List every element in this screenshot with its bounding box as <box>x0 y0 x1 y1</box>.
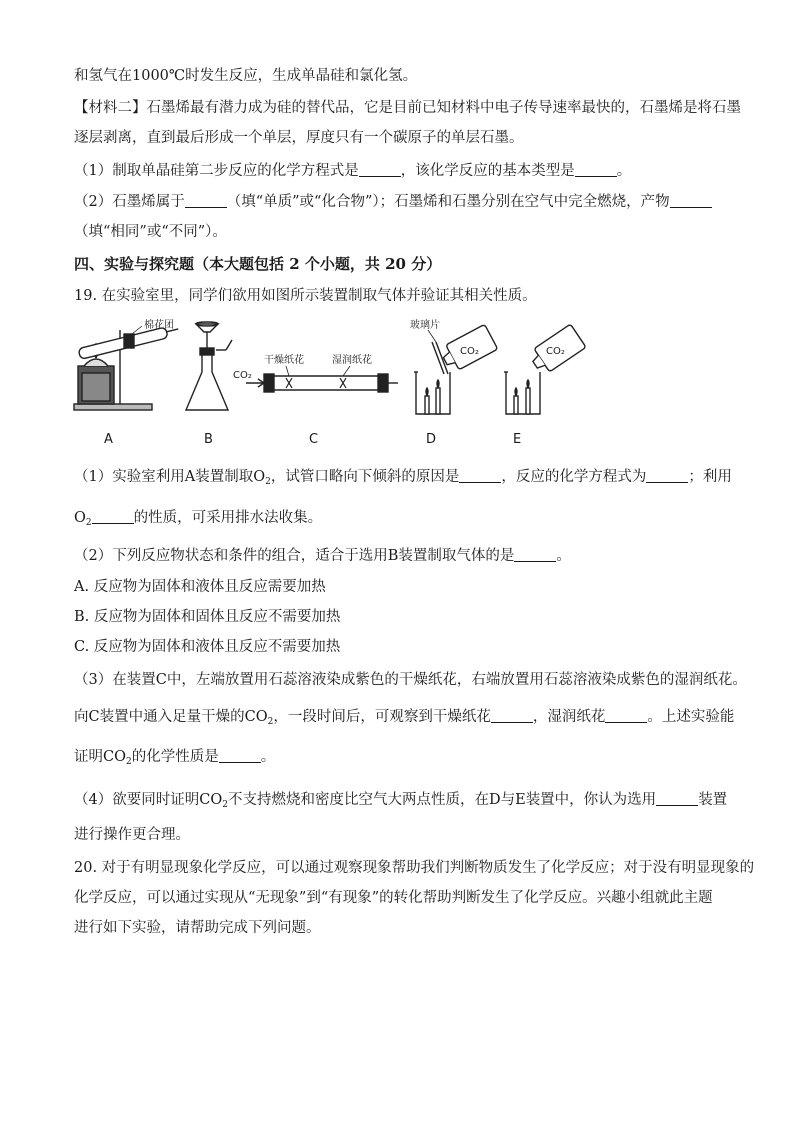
formula: CO <box>244 709 268 725</box>
subscript: 2 <box>222 800 228 810</box>
text: B <box>387 548 399 564</box>
subscript: 2 <box>265 477 271 487</box>
text: C <box>155 672 167 688</box>
text: 向 <box>74 709 89 725</box>
question-19-4-cont: 进行操作更合理。 <box>74 827 190 843</box>
material2-line2: 逐层剥离，直到最后形成一个单层，厚度只有一个碳原子的单层石墨。 <box>74 130 524 146</box>
question-20-line3: 进行如下实验，请帮助完成下列问题。 <box>74 920 321 936</box>
text: 与 <box>500 792 516 808</box>
apparatus-e <box>504 324 586 414</box>
formula: O <box>253 469 266 485</box>
cotton-label: 棉花团 <box>144 320 174 331</box>
text: 。 <box>260 749 276 765</box>
question-19-3 <box>74 670 747 690</box>
answer-blank[interactable] <box>491 708 533 723</box>
answer-blank[interactable] <box>514 547 556 562</box>
text: 。上述实验能 <box>647 709 735 725</box>
option-b: B. 反应物为固体和固体且反应不需要加热 <box>74 609 341 625</box>
material1-ending <box>74 66 733 86</box>
temperature: 1000℃ <box>132 68 186 84</box>
apparatus-b <box>186 322 232 410</box>
option-a: A. 反应物为固体和液体且反应需要加热 <box>74 579 326 595</box>
question-19-stem: 19. 在实验室里，同学们欲用如图所示装置制取气体并验证其相关性质。 <box>74 288 537 304</box>
text: E <box>515 792 526 808</box>
text: （1）制取单晶硅第二步反应的化学方程式是 <box>74 163 359 179</box>
question-18-2 <box>74 192 733 212</box>
subscript: 2 <box>267 717 274 727</box>
question-20-line2: 化学反应，可以通过实现从“无现象”到“有现象”的转化帮助判断发生了化学反应。兴趣小组就此主题 <box>74 890 713 906</box>
text: （3）在装置 <box>74 672 156 688</box>
answer-blank[interactable] <box>185 193 227 208</box>
question-19-2 <box>74 546 733 566</box>
co2-inlet-label: CO₂ <box>233 370 252 381</box>
option-c: C. 反应物为固体和液体且反应不需要加热 <box>74 639 341 655</box>
text: 时发生反应，生成单晶硅和氯化氢。 <box>185 68 418 84</box>
formula: O <box>74 510 86 526</box>
section-heading: 四、实验与探究题（本大题包括 2 个小题，共 20 分） <box>74 255 442 273</box>
question-18-2-cont: （填“相同”或“不同”）。 <box>74 224 227 240</box>
answer-blank[interactable] <box>646 468 688 483</box>
glass-plate-label: 玻璃片 <box>410 320 440 331</box>
answer-blank[interactable] <box>459 468 501 483</box>
subscript: 2 <box>85 518 92 528</box>
text: ，一段时间后，可观察到干燥纸花 <box>273 709 491 725</box>
text: 的化学性质是 <box>131 749 219 765</box>
answer-blank[interactable] <box>670 193 712 208</box>
text: D <box>488 792 501 808</box>
text: 装置制取 <box>195 469 254 485</box>
text: ，该化学反应的基本类型是 <box>400 163 575 179</box>
material2-line1: 【材料二】石墨烯最有潜力成为硅的替代品，它是目前已知材料中电子传导速率最快的，石墨烯是将石墨 <box>74 100 741 116</box>
question-19-3-cont2 <box>74 747 733 772</box>
text: A <box>184 469 196 485</box>
co2-bottle-e-label: CO₂ <box>546 346 565 357</box>
answer-blank[interactable] <box>359 162 401 177</box>
formula: CO <box>103 749 126 765</box>
text: 证明 <box>74 749 103 765</box>
answer-blank[interactable] <box>92 509 134 524</box>
text: 。 <box>556 548 571 564</box>
text: （填“单质”或“化合物”）；石墨烯和石墨分别在空气中完全燃烧，产物 <box>226 194 670 210</box>
text: ；利用 <box>688 469 732 485</box>
question-19-1 <box>74 467 733 492</box>
question-18-1 <box>74 161 733 181</box>
text: 装置 <box>698 792 728 808</box>
text: （4）欲要同时证明 <box>74 792 200 808</box>
figure-label-d: D <box>426 432 437 447</box>
text: （2）石墨烯属于 <box>74 194 185 210</box>
text: ，湿润纸花 <box>532 709 606 725</box>
question-19-3-cont <box>74 707 733 732</box>
formula: CO <box>199 792 223 808</box>
subscript: 2 <box>125 757 132 767</box>
text: ，试管口略向下倾斜的原因是 <box>270 469 460 485</box>
answer-blank[interactable] <box>656 791 698 806</box>
apparatus-d <box>414 324 498 414</box>
text: 装置制取气体的是 <box>398 548 515 564</box>
figure-label-e: E <box>513 432 522 447</box>
dry-flower-label: 干燥纸花 <box>264 355 304 366</box>
text: ，反应的化学方程式为 <box>501 469 647 485</box>
text: （1）实验室利用 <box>74 469 185 485</box>
text: 装置中，你认为选用 <box>525 792 657 808</box>
text: 装置中通入足量干燥的 <box>99 709 245 725</box>
question-19-1-cont <box>74 508 733 533</box>
figure-label-b: B <box>204 432 213 447</box>
figure-label-c: C <box>309 432 319 447</box>
answer-blank[interactable] <box>605 708 647 723</box>
text: 中，左端放置用石蕊溶液染成紫色的干燥纸花，右端放置用石蕊溶液染成紫色的湿润纸花。 <box>166 672 747 688</box>
text: 不支持燃烧和密度比空气大两点性质，在 <box>227 792 489 808</box>
answer-blank[interactable] <box>219 748 261 763</box>
answer-blank[interactable] <box>575 162 617 177</box>
text: C <box>88 709 100 725</box>
text: （2）下列反应物状态和条件的组合，适合于选用 <box>74 548 388 564</box>
apparatus-a <box>74 324 180 410</box>
question-19-4 <box>74 790 733 815</box>
apparatus-figure <box>70 318 590 454</box>
wet-flower-label: 湿润纸花 <box>332 355 372 366</box>
figure-label-a: A <box>104 432 113 447</box>
question-20-line1: 20. 对于有明显现象化学反应，可以通过观察现象帮助我们判断物质发生了化学反应；对于没有明显现象的 <box>74 860 755 876</box>
apparatus-c <box>246 374 398 392</box>
text: 的性质，可采用排水法收集。 <box>133 510 323 526</box>
text: 。 <box>616 163 632 179</box>
text: 和氢气在 <box>74 68 132 84</box>
co2-bottle-d-label: CO₂ <box>460 346 479 357</box>
